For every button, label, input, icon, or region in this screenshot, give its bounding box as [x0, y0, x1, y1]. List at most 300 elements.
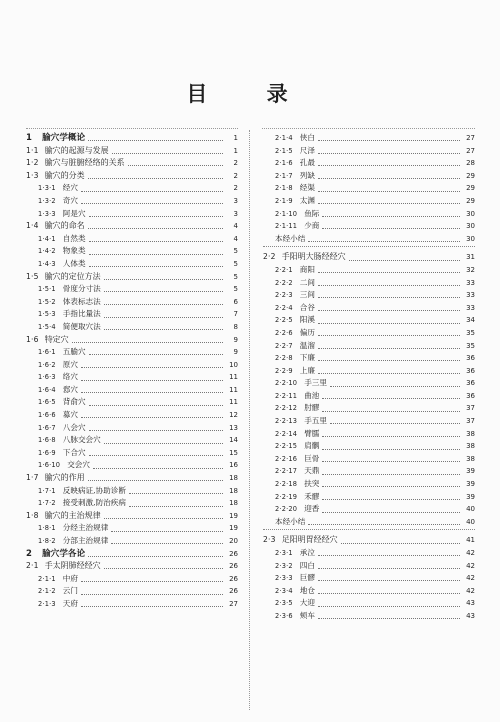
toc-entry-title: 腧穴的起源与发展 [44, 145, 109, 155]
toc-entry[interactable] [263, 157, 475, 170]
toc-entry-number: 2·1·2 [38, 587, 56, 596]
toc-leader-dots [81, 580, 223, 582]
toc-entry-page: 30 [466, 209, 475, 218]
toc-entry-title: 扶突 [304, 479, 320, 489]
toc-entry-number: 1·4·2 [38, 247, 56, 256]
toc-leader-dots [104, 290, 223, 292]
toc-entry-number: 1·6·1 [38, 348, 56, 357]
toc-entry-page: 27 [229, 599, 238, 608]
toc-entry[interactable] [263, 390, 475, 403]
toc-entry-page: 4 [233, 222, 238, 231]
toc-entry-number: 1·5·4 [38, 322, 56, 331]
toc-entry[interactable] [263, 251, 475, 264]
toc-entry-number: 1·7 [26, 473, 39, 483]
toc-entry-number: 2·3·3 [275, 574, 293, 583]
toc-leader-dots [322, 511, 460, 513]
toc-entry-number: 2·1·11 [275, 222, 298, 231]
toc-entry-title: 天鼎 [304, 466, 320, 476]
toc-entry-number: 1·6·4 [38, 385, 56, 394]
toc-entry-title: 颊车 [299, 610, 315, 620]
toc-entry[interactable] [26, 157, 238, 170]
toc-entry[interactable] [263, 170, 475, 183]
toc-leader-dots [318, 592, 460, 594]
toc-entry-title: 列缺 [299, 170, 315, 180]
toc-leader-dots [129, 505, 223, 507]
toc-entry[interactable] [26, 220, 238, 233]
toc-leader-dots [318, 296, 460, 298]
toc-entry[interactable] [263, 145, 475, 158]
toc-entry-page: 35 [466, 328, 475, 337]
toc-entry[interactable] [26, 245, 238, 258]
toc-entry[interactable] [26, 510, 238, 523]
toc-leader-dots [318, 567, 460, 569]
toc-leader-dots [89, 265, 223, 267]
toc-entry[interactable] [26, 371, 238, 384]
toc-leader-dots [318, 579, 460, 581]
toc-entry[interactable] [26, 208, 238, 221]
toc-leader-dots [89, 429, 223, 431]
toc-entry[interactable] [26, 132, 238, 145]
toc-leader-dots [111, 542, 223, 544]
toc-entry-title: 承泣 [299, 548, 315, 557]
toc-entry[interactable] [26, 585, 238, 598]
toc-leader-dots [104, 517, 223, 519]
toc-entry-title: 简便取穴法 [62, 321, 101, 331]
toc-entry-title: 本经小结 [275, 516, 306, 526]
toc-entry-number: 1 [26, 133, 33, 143]
toc-leader-dots [318, 309, 460, 311]
toc-entry-title: 手太阴肺经经穴 [44, 561, 101, 571]
toc-entry-page: 26 [229, 574, 238, 583]
toc-entry-title: 商阳 [299, 264, 315, 274]
toc-entry[interactable] [263, 465, 475, 478]
toc-entry-page: 34 [466, 316, 475, 325]
toc-entry-page: 36 [466, 379, 475, 388]
toc-entry[interactable] [26, 535, 238, 548]
toc-entry-number: 1·5 [26, 271, 39, 281]
toc-entry-page: 27 [466, 146, 475, 155]
toc-entry-number: 1·3·2 [38, 196, 56, 205]
toc-entry[interactable] [263, 572, 475, 585]
toc-leader-dots [318, 347, 460, 349]
toc-entry[interactable] [263, 314, 475, 327]
toc-entry-page: 19 [229, 511, 238, 520]
toc-entry-title: 腧穴与脏腑经络的关系 [44, 158, 125, 168]
toc-entry-title: 自然类 [62, 233, 86, 243]
toc-entry[interactable] [26, 296, 238, 309]
toc-entry-title: 禾髎 [304, 491, 320, 501]
toc-entry-page: 14 [229, 436, 238, 445]
toc-entry-title: 分经主治规律 [62, 523, 109, 533]
toc-entry-number: 2·2·18 [275, 480, 298, 489]
toc-entry-number: 2·1·1 [38, 574, 56, 583]
toc-leader-dots [81, 379, 223, 381]
page-title: 目 录 [186, 81, 314, 106]
toc-entry[interactable] [26, 447, 238, 460]
column-divider [249, 130, 250, 710]
toc-entry[interactable] [26, 485, 238, 498]
toc-entry[interactable] [26, 434, 238, 447]
toc-leader-dots [93, 467, 223, 469]
toc-entry-number: 2·2·4 [275, 303, 293, 312]
toc-leader-dots [89, 404, 223, 406]
toc-entry-page: 42 [466, 549, 475, 557]
toc-entry[interactable] [26, 145, 238, 158]
toc-leader-dots [111, 530, 223, 532]
toc-entry-page: 29 [466, 171, 475, 180]
toc-entry-title: 少商 [304, 221, 320, 231]
toc-entry-title: 下合穴 [62, 447, 86, 457]
toc-entry[interactable] [26, 472, 238, 485]
toc-entry-page: 6 [233, 297, 238, 306]
toc-entry-page: 12 [229, 411, 238, 420]
toc-column-right [263, 132, 475, 623]
toc-entry-title: 下廉 [299, 353, 315, 363]
toc-entry-page: 43 [466, 611, 475, 620]
toc-entry-number: 1·4 [26, 221, 39, 231]
toc-entry-page: 18 [229, 499, 238, 508]
toc-entry-number: 2·1·9 [275, 196, 293, 205]
toc-entry-number: 1·3·1 [38, 184, 56, 193]
toc-entry-title: 骨度分寸法 [62, 284, 101, 294]
toc-entry-number: 1·6 [26, 334, 39, 344]
toc-entry-title: 本经小结 [275, 233, 306, 243]
toc-entry[interactable] [26, 384, 238, 397]
toc-leader-dots [349, 259, 460, 261]
toc-entry-page: 15 [229, 448, 238, 457]
toc-leader-dots [81, 391, 223, 393]
toc-entry-title: 奇穴 [62, 195, 78, 205]
toc-entry-number: 1·4·1 [38, 234, 56, 243]
toc-entry[interactable] [263, 503, 475, 516]
toc-leader-dots [318, 617, 460, 619]
toc-entry-page: 39 [466, 467, 475, 476]
toc-entry-title: 经渠 [299, 183, 315, 193]
toc-leader-dots [81, 202, 223, 204]
toc-entry-page: 33 [466, 303, 475, 312]
toc-entry-title: 四白 [299, 560, 315, 570]
toc-entry[interactable] [263, 453, 475, 466]
toc-entry-number: 2·2·7 [275, 341, 293, 350]
toc-entry-title: 足阳明胃经经穴 [281, 535, 338, 545]
toc-entry-page: 40 [466, 517, 475, 526]
toc-entry[interactable] [263, 327, 475, 340]
toc-entry[interactable] [263, 365, 475, 378]
toc-leader-dots [318, 284, 460, 286]
toc-entry-number: 2·2·5 [275, 316, 293, 325]
toc-entry-page: 39 [466, 480, 475, 489]
toc-leader-dots [322, 498, 460, 500]
toc-entry-title: 孔最 [299, 158, 315, 168]
toc-entry[interactable] [263, 610, 475, 623]
toc-entry-title: 络穴 [62, 372, 78, 382]
toc-entry-number: 2·2·13 [275, 417, 298, 426]
toc-entry-page: 27 [466, 134, 475, 142]
toc-entry-number: 2·1·4 [275, 134, 293, 142]
toc-entry-number: 1·6·2 [38, 360, 56, 369]
toc-entry-title: 二间 [299, 277, 315, 287]
toc-entry-title: 中府 [62, 573, 78, 583]
toc-entry-page: 33 [466, 278, 475, 287]
toc-entry[interactable] [26, 334, 238, 347]
toc-entry[interactable] [263, 440, 475, 453]
toc-entry[interactable] [26, 573, 238, 586]
toc-entry-number: 2·1·10 [275, 209, 298, 218]
toc-leader-dots [322, 410, 460, 412]
toc-entry-page: 38 [466, 454, 475, 463]
toc-leader-dots [318, 359, 460, 361]
toc-entry-number: 2·2·1 [275, 265, 293, 274]
toc-entry-number: 1·7·2 [38, 499, 56, 508]
toc-entry[interactable] [26, 548, 238, 561]
toc-entry-number: 1·5·1 [38, 285, 56, 294]
toc-leader-dots [128, 164, 223, 166]
toc-entry-title: 上廉 [299, 365, 315, 375]
toc-entry-title: 太渊 [299, 195, 315, 205]
toc-entry[interactable] [26, 308, 238, 321]
toc-entry[interactable] [26, 560, 238, 573]
toc-entry[interactable] [26, 170, 238, 183]
toc-leader-dots [318, 152, 460, 154]
toc-entry[interactable] [263, 516, 475, 529]
top-rule-left [26, 128, 238, 129]
toc-entry[interactable] [263, 402, 475, 415]
toc-entry[interactable] [263, 534, 475, 547]
toc-entry-number: 1·3·3 [38, 209, 56, 218]
toc-entry-title: 反映病证,协助诊断 [62, 485, 126, 495]
toc-entry-number: 2·1·5 [275, 146, 293, 155]
toc-entry[interactable] [263, 428, 475, 441]
toc-entry[interactable] [26, 258, 238, 271]
toc-entry-title: 臂臑 [304, 428, 320, 438]
toc-entry-title: 接受刺激,防治疾病 [62, 498, 126, 508]
toc-entry[interactable] [26, 283, 238, 296]
toc-leader-dots [81, 366, 223, 368]
toc-leader-dots [318, 164, 460, 166]
toc-entry-page: 9 [233, 335, 238, 344]
toc-entry-page: 19 [229, 524, 238, 533]
toc-leader-dots [318, 139, 460, 141]
toc-entry[interactable] [26, 182, 238, 195]
toc-entry-page: 43 [466, 599, 475, 608]
toc-entry[interactable] [263, 277, 475, 290]
toc-entry[interactable] [26, 409, 238, 422]
toc-entry[interactable] [263, 302, 475, 315]
toc-entry-number: 2·2·15 [275, 442, 298, 451]
toc-entry-number: 1·6·3 [38, 373, 56, 382]
toc-leader-dots [341, 542, 460, 544]
toc-entry-title: 天府 [62, 598, 78, 608]
toc-entry[interactable] [263, 415, 475, 428]
toc-entry-title: 手三里 [304, 378, 327, 388]
toc-entry-page: 29 [466, 184, 475, 193]
toc-entry-title: 腧穴的分类 [44, 170, 85, 180]
toc-entry[interactable] [26, 321, 238, 334]
toc-entry-page: 8 [233, 322, 238, 331]
toc-entry[interactable] [263, 264, 475, 277]
toc-entry-number: 1·8 [26, 510, 39, 520]
toc-entry-title: 腧穴学概论 [42, 133, 86, 143]
toc-leader-dots [318, 190, 460, 192]
toc-leader-dots [322, 435, 460, 437]
toc-entry-number: 1·6·6 [38, 411, 56, 420]
toc-entry-number: 2·2·9 [275, 366, 293, 375]
toc-entry-title: 交会穴 [67, 460, 90, 470]
toc-entry-page: 18 [229, 474, 238, 483]
toc-entry-number: 2·3·4 [275, 586, 293, 595]
toc-entry-page: 42 [466, 586, 475, 595]
toc-entry[interactable] [26, 233, 238, 246]
toc-entry-title: 尺泽 [299, 145, 315, 155]
toc-entry-page: 29 [466, 196, 475, 205]
toc-entry-title: 五腧穴 [62, 347, 86, 357]
toc-leader-dots [308, 523, 460, 525]
toc-entry-number: 2·2·12 [275, 404, 298, 413]
toc-entry-number: 2·1·7 [275, 171, 293, 180]
toc-leader-dots [308, 240, 460, 242]
toc-leader-dots [322, 397, 460, 399]
toc-entry-page: 33 [466, 291, 475, 300]
toc-entry-number: 1·5·2 [38, 297, 56, 306]
toc-entry-title: 腧穴的作用 [44, 473, 85, 483]
toc-entry[interactable] [263, 132, 475, 145]
toc-entry[interactable] [263, 352, 475, 365]
toc-entry[interactable] [263, 585, 475, 598]
toc-entry-page: 2 [233, 159, 238, 168]
toc-entry[interactable] [263, 547, 475, 560]
toc-entry-title: 经穴 [62, 183, 78, 193]
toc-leader-dots [318, 334, 460, 336]
toc-entry-page: 5 [233, 247, 238, 256]
toc-leader-dots [318, 554, 460, 556]
toc-column-left [26, 132, 238, 611]
toc-entry[interactable] [263, 377, 475, 390]
toc-entry-title: 分部主治规律 [62, 536, 109, 545]
toc-entry-page: 9 [233, 348, 238, 357]
toc-entry[interactable] [26, 346, 238, 359]
toc-entry[interactable] [263, 560, 475, 573]
toc-entry-title: 云门 [62, 586, 78, 596]
toc-leader-dots [104, 316, 223, 318]
toc-entry-title: 肩髃 [304, 441, 320, 451]
toc-entry[interactable] [26, 422, 238, 435]
toc-entry-number: 1·6·9 [38, 448, 56, 457]
toc-entry[interactable] [263, 220, 475, 233]
toc-entry-title: 原穴 [62, 359, 78, 369]
toc-entry-title: 偏历 [299, 327, 315, 337]
toc-entry-number: 2·1·8 [275, 184, 293, 193]
toc-entry[interactable] [263, 478, 475, 491]
toc-entry-number: 2·3·2 [275, 561, 293, 570]
toc-entry-title: 背俞穴 [62, 397, 86, 407]
toc-entry[interactable] [263, 289, 475, 302]
toc-leader-dots [81, 593, 223, 595]
toc-leader-dots [81, 605, 223, 607]
toc-leader-dots [330, 422, 460, 424]
toc-entry-page: 20 [229, 537, 238, 545]
toc-entry-page: 30 [466, 234, 475, 243]
toc-entry-page: 30 [466, 222, 475, 231]
toc-entry-title: 巨髎 [299, 573, 315, 583]
toc-leader-dots [89, 215, 223, 217]
toc-entry-number: 2·2·8 [275, 354, 293, 363]
toc-entry[interactable] [26, 359, 238, 372]
toc-leader-dots [322, 227, 460, 229]
toc-entry-title: 腧穴学各论 [42, 548, 86, 559]
toc-entry-page: 11 [229, 398, 238, 407]
toc-leader-dots [89, 454, 223, 456]
toc-leader-dots [322, 448, 460, 450]
toc-entry-title: 郄穴 [62, 384, 78, 394]
toc-entry[interactable] [26, 598, 238, 611]
toc-leader-dots [322, 473, 460, 475]
toc-entry-page: 36 [466, 366, 475, 375]
toc-entry[interactable] [263, 195, 475, 208]
toc-entry[interactable] [26, 459, 238, 472]
toc-leader-dots [89, 353, 223, 355]
toc-leader-dots [88, 555, 223, 557]
toc-entry-page: 37 [466, 404, 475, 413]
toc-entry-page: 37 [466, 417, 475, 426]
toc-entry-number: 2·2·14 [275, 429, 298, 438]
toc-entry-title: 八会穴 [62, 422, 86, 432]
toc-leader-dots [318, 202, 460, 204]
toc-leader-dots [112, 152, 223, 154]
toc-leader-dots [88, 227, 223, 229]
toc-entry-number: 2 [26, 548, 33, 559]
toc-entry[interactable] [263, 597, 475, 610]
toc-entry[interactable] [26, 497, 238, 510]
toc-leader-dots [88, 139, 223, 141]
toc-entry-page: 11 [229, 385, 238, 394]
toc-entry-number: 2·2·19 [275, 492, 298, 501]
toc-entry-title: 肘髎 [304, 403, 320, 413]
toc-entry[interactable] [26, 396, 238, 409]
toc-entry-page: 26 [229, 562, 238, 571]
toc-entry-title: 腧穴的命名 [44, 221, 85, 231]
toc-entry[interactable] [26, 522, 238, 535]
toc-entry[interactable] [263, 340, 475, 353]
toc-entry-page: 28 [466, 159, 475, 168]
toc-leader-dots [322, 215, 460, 217]
toc-leader-dots [104, 567, 223, 569]
toc-entry-page: 2 [233, 171, 238, 180]
toc-entry-page: 31 [466, 253, 475, 262]
toc-leader-dots [88, 479, 223, 481]
toc-entry[interactable] [263, 208, 475, 221]
toc-entry[interactable] [26, 271, 238, 284]
toc-entry[interactable] [26, 195, 238, 208]
toc-entry-title: 八脉交会穴 [62, 435, 101, 445]
toc-entry-title: 地仓 [299, 585, 315, 595]
toc-entry-number: 2·2·6 [275, 328, 293, 337]
toc-leader-dots [322, 460, 460, 462]
toc-entry[interactable] [263, 182, 475, 195]
toc-entry-title: 曲池 [304, 390, 320, 400]
toc-entry-number: 1·5·3 [38, 310, 56, 319]
toc-entry-page: 16 [229, 461, 238, 470]
toc-entry[interactable] [263, 491, 475, 504]
toc-entry-page: 41 [466, 536, 475, 545]
toc-entry-title: 腧穴的主治规律 [44, 510, 101, 520]
toc-entry-number: 1·3 [26, 170, 39, 180]
toc-entry-number: 2·1·3 [38, 599, 56, 608]
toc-leader-dots [89, 240, 223, 242]
toc-entry-page: 35 [466, 341, 475, 350]
toc-entry-page: 18 [229, 486, 238, 495]
toc-entry-page: 7 [233, 310, 238, 319]
toc-entry[interactable] [263, 233, 475, 246]
